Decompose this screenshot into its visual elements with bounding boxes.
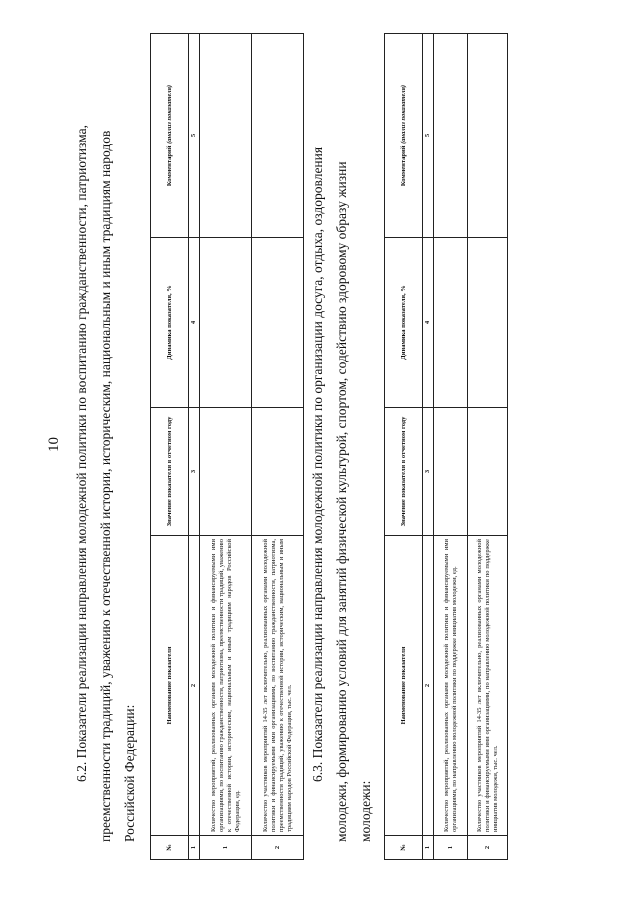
table-row xyxy=(468,34,508,860)
row-comment xyxy=(200,34,252,238)
row-value xyxy=(200,408,252,536)
header-dynamics: Динамика показателя, % xyxy=(151,238,189,408)
row-num: 1 xyxy=(200,836,252,860)
header-dynamics: Динамика показателя, % xyxy=(385,238,423,408)
heading-line: преемственности традиций, уважению к отечественной истории, историческим, национальным и иным традициям народов xyxy=(98,130,113,842)
row-comment xyxy=(434,34,468,238)
col-number: 1 xyxy=(423,836,434,860)
header-name: Наименование показателя xyxy=(151,536,189,836)
col-number: 2 xyxy=(189,536,200,836)
col-number: 3 xyxy=(423,408,434,536)
row-name: Количество участников мероприятий 14-35 лет включительно, реализованных органами молодежной политики и финансируемыми ими организациями, по направлению молодежной политики по поддержке инициатив молодежи, тыс. чел. xyxy=(468,536,508,836)
table-row xyxy=(252,34,304,860)
heading-line: 6.3. Показатели реализации направления молодежной политики по организации досуга, отдыха, оздоровления xyxy=(310,146,325,782)
row-value xyxy=(468,408,508,536)
header-comment xyxy=(385,34,423,238)
col-number: 5 xyxy=(423,34,434,238)
header-num: № xyxy=(151,836,189,860)
header-comment xyxy=(151,34,189,238)
row-dynamics xyxy=(200,238,252,408)
row-value xyxy=(252,408,304,536)
col-number: 4 xyxy=(423,238,434,408)
col-number: 5 xyxy=(189,34,200,238)
col-number: 3 xyxy=(189,408,200,536)
header-comment-sub: (анализ показателя) xyxy=(165,84,173,144)
row-dynamics xyxy=(434,238,468,408)
heading-line: молодежи: xyxy=(358,780,373,842)
header-comment-label: Комментарий xyxy=(399,145,407,187)
header-comment-label: Комментарий xyxy=(165,145,173,187)
row-num: 1 xyxy=(434,836,468,860)
row-dynamics xyxy=(252,238,304,408)
table-row xyxy=(200,34,252,860)
row-comment xyxy=(252,34,304,238)
row-name: Количество мероприятий, реализованных органами молодежной политики и финансируемыми ими организациями, по воспитанию гражданственности, патриотизма, преемственности традиций, уважению к отечественной истории, историческим, национальным и иным традициям народов Российской Федерации, ед. xyxy=(200,536,252,836)
page-number: 10 xyxy=(46,437,62,452)
header-comment-sub: (анализ показателя) xyxy=(399,84,407,144)
col-number: 2 xyxy=(423,536,434,836)
heading-line: 6.2. Показатели реализации направления молодежной политики по воспитанию гражданственности, патриотизма, xyxy=(74,125,89,782)
heading-line: молодежи, формированию условий для занятий физической культурой, спортом, содействию здоровому образу жизни xyxy=(334,161,349,842)
indicators-table-6-2 xyxy=(150,33,304,860)
col-number: 1 xyxy=(189,836,200,860)
indicators-table-6-3 xyxy=(384,33,508,860)
header-name: Наименование показателя xyxy=(385,536,423,836)
row-name: Количество участников мероприятий 14-35 лет включительно, реализованных органами молодежной политики и финансируемыми ими организациями, по воспитанию гражданственности, патриотизма, преемственности традиций, уважению к отечественной истории, историческим, национальным и иным традициям народов Российской Федерации, тыс. чел. xyxy=(252,536,304,836)
row-comment xyxy=(468,34,508,238)
row-num: 2 xyxy=(252,836,304,860)
col-number: 4 xyxy=(189,238,200,408)
row-num: 2 xyxy=(468,836,508,860)
column-number-row xyxy=(189,34,200,860)
header-num: № xyxy=(385,836,423,860)
heading-line: Российской Федерации: xyxy=(122,704,137,842)
header-value: Значение показателя в отчетном году xyxy=(385,408,423,536)
row-value xyxy=(434,408,468,536)
table-row xyxy=(434,34,468,860)
row-name: Количество мероприятий, реализованных органами молодежной политики и финансируемыми ими организациями, по направлению молодежной политики по поддержке инициатив молодежи, ед. xyxy=(434,536,468,836)
header-value: Значение показателя в отчетном году xyxy=(151,408,189,536)
column-number-row xyxy=(423,34,434,860)
row-dynamics xyxy=(468,238,508,408)
